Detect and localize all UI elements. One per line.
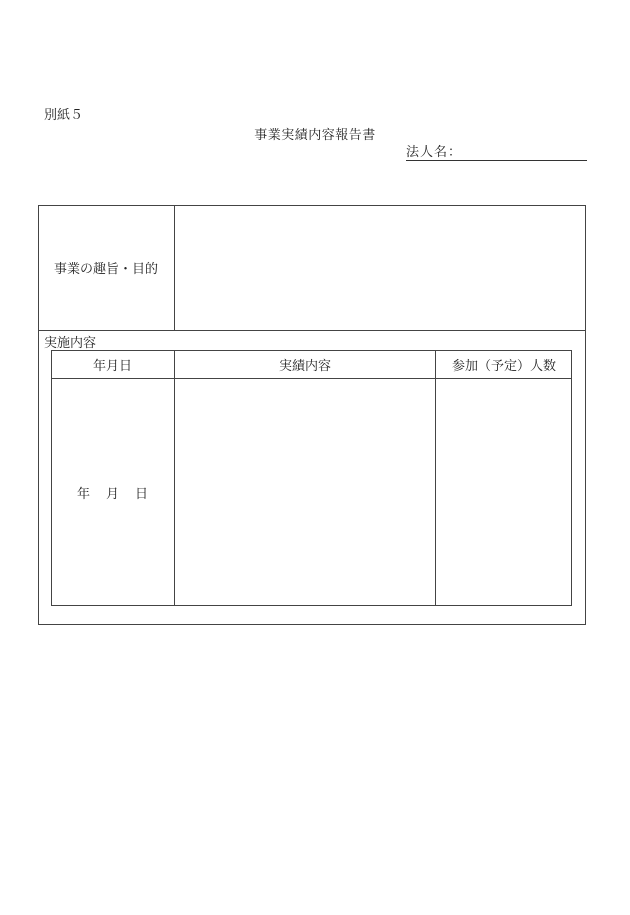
- day-unit: 日: [135, 486, 149, 502]
- corporation-name-field[interactable]: [406, 146, 587, 161]
- corporation-name-label: 法人名：: [406, 145, 463, 160]
- month-unit: 月: [105, 486, 119, 502]
- annex-label: 別紙５: [44, 108, 84, 123]
- header-content: 実績内容: [278, 358, 331, 374]
- table-row-content-cell[interactable]: [175, 379, 435, 605]
- table-row-participants-cell[interactable]: [436, 379, 571, 605]
- purpose-label-cell: [38, 205, 175, 330]
- document-title: 事業実績内容報告書: [254, 128, 376, 143]
- header-participants: 参加（予定）人数: [451, 358, 556, 374]
- implementation-label: 実施内容: [44, 336, 97, 351]
- purpose-content-cell[interactable]: [175, 205, 586, 330]
- header-date: 年月日: [92, 358, 132, 374]
- purpose-label: 事業の趣旨・目的: [53, 262, 158, 277]
- purpose-divider: [38, 330, 586, 331]
- table-row-date-cell[interactable]: [51, 379, 174, 605]
- year-unit: 年: [76, 486, 90, 502]
